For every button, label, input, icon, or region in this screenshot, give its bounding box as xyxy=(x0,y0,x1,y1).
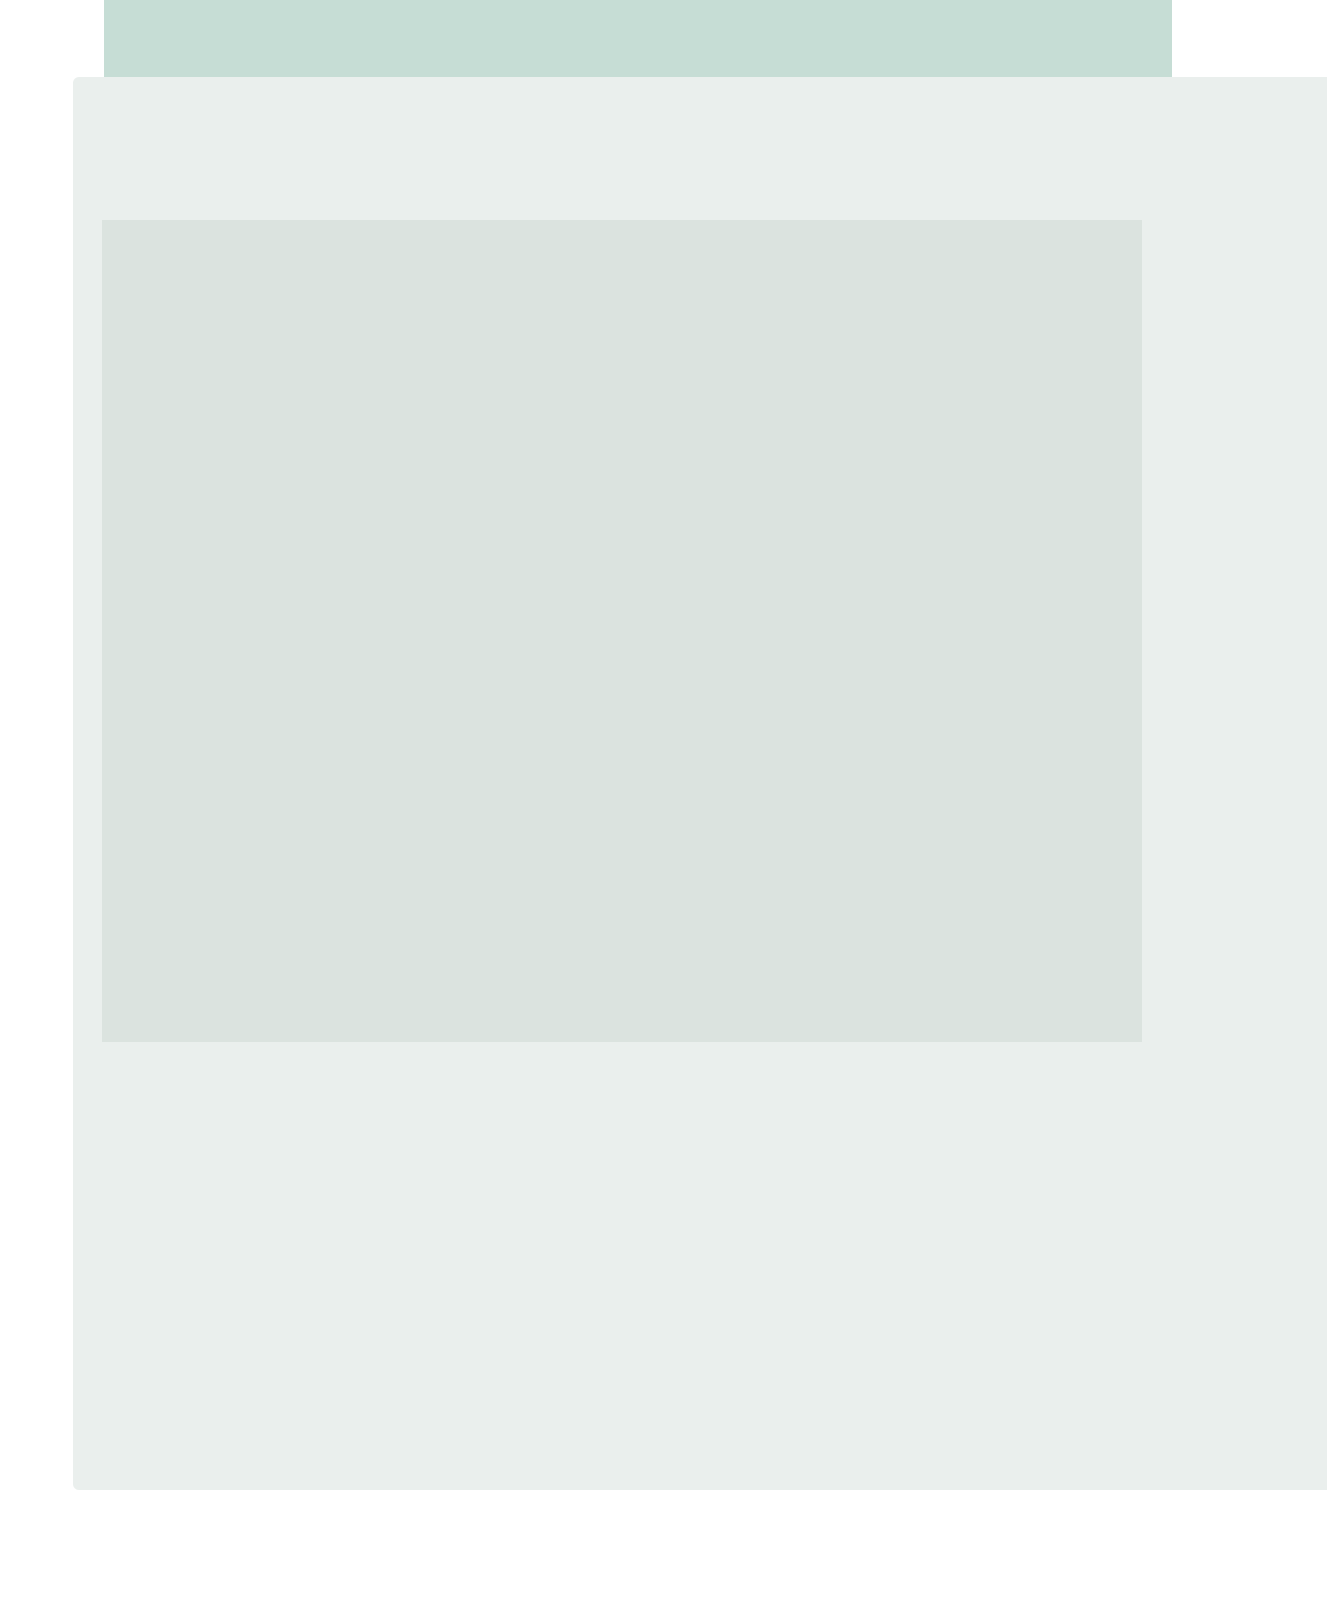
instructions-right-column xyxy=(652,1151,1162,1160)
header-color-band xyxy=(104,0,1172,88)
instructions-left-column xyxy=(102,1175,612,1184)
stitch-diagram-a xyxy=(102,220,1142,1042)
